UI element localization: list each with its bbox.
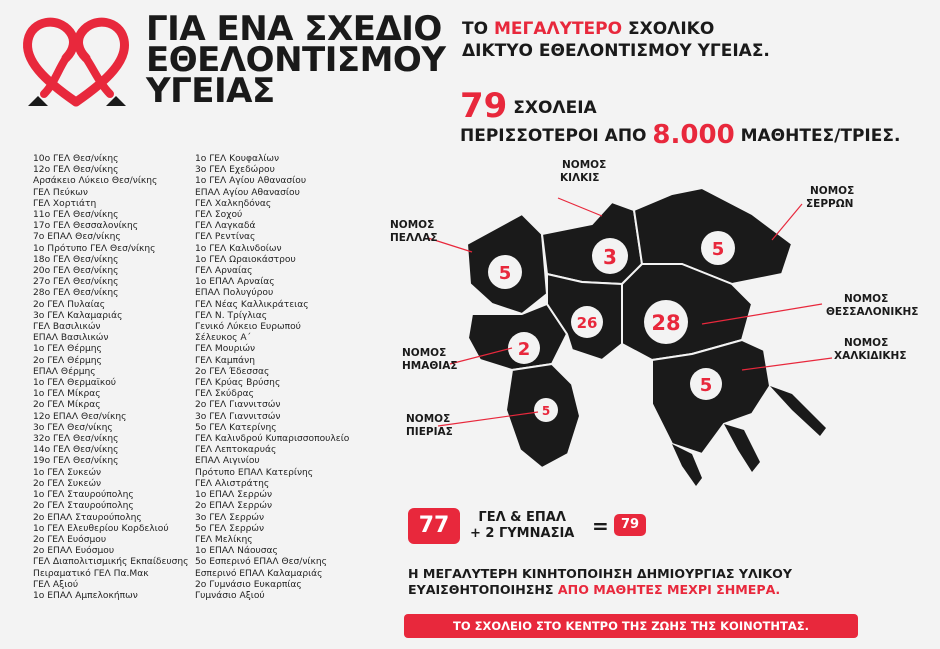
- school-item: ΓΕΛ Μελίκης: [195, 534, 253, 545]
- thessaloniki-label-1: ΝΟΜΟΣ: [844, 293, 889, 305]
- equation-right-badge: 79: [614, 514, 646, 536]
- headline-line-2: ΔΙΚΤΥΟ ΕΘΕΛΟΝΤΙΣΜΟΥ ΥΓΕΙΑΣ.: [462, 41, 770, 61]
- school-item: ΓΕΛ Χορτιάτη: [33, 198, 97, 209]
- chalkidiki-label-1: ΝΟΜΟΣ: [844, 337, 889, 349]
- school-item: 2ο ΓΕΛ Μίκρας: [33, 400, 101, 411]
- school-item: 2ο ΓΕΛ Πυλαίας: [33, 299, 106, 310]
- school-item: ΓΕΛ Μουριών: [195, 344, 256, 355]
- school-item: 2ο Γυμνάσιο Ευκαρπίας: [195, 579, 302, 590]
- kilkis-label-1: ΝΟΜΟΣ: [562, 159, 607, 171]
- school-item: ΓΕΛ Αρναίας: [195, 266, 253, 277]
- title-line-1: ΓΙΑ ΕΝΑ ΣΧΕΔΙΟ: [146, 9, 442, 49]
- schools-label: ΣΧΟΛΕΙΑ: [513, 98, 597, 118]
- equation: [408, 506, 648, 550]
- school-item: 18ο ΓΕΛ Θεσ/νίκης: [33, 254, 119, 265]
- pella-label-1: ΝΟΜΟΣ: [390, 219, 435, 231]
- school-item: 12ο ΓΕΛ Θεσ/νίκης: [33, 165, 119, 176]
- school-item: ΓΕΛ Ν. Τρίγλιας: [195, 310, 268, 321]
- equation-text: [470, 510, 574, 542]
- school-item: 14ο ΓΕΛ Θεσ/νίκης: [33, 445, 119, 456]
- thessaloniki-count: 28: [651, 311, 681, 335]
- school-item: 2ο ΓΕΛ Θέρμης: [33, 355, 102, 366]
- school-item: ΓΕΛ Λαγκαδά: [195, 221, 256, 232]
- school-item: 2ο ΕΠΑΛ Σερρών: [195, 501, 273, 512]
- school-item: ΓΕΛ Πεύκων: [33, 187, 88, 198]
- school-list-2: [195, 154, 349, 602]
- imathia-count: 2: [517, 339, 531, 360]
- serres-label-1: ΝΟΜΟΣ: [810, 185, 855, 197]
- thessaloniki-label-2: ΘΕΣΣΑΛΟΝΙΚΗΣ: [826, 306, 919, 318]
- kilkis-count: 3: [603, 245, 617, 269]
- equation-left-badge: 77: [408, 508, 460, 544]
- school-item: ΕΠΑΛ Βασιλικών: [33, 333, 109, 344]
- school-item: Γυμνάσιο Αξιού: [195, 590, 265, 601]
- mobilization-line-1: Η ΜΕΓΑΛΥΤΕΡΗ ΚΙΝΗΤΟΠΟΙΗΣΗ ΔΗΜΙΟΥΡΓΙΑΣ ΥΛΙΚΟΥ: [408, 566, 793, 581]
- stats-block: [460, 86, 900, 150]
- pieria-count: 5: [541, 404, 551, 418]
- equation-text-line-1: ΓΕΛ & ΕΠΑΛ: [478, 510, 566, 525]
- school-item: ΓΕΛ Ρεντίνας: [195, 232, 256, 243]
- kilkis-label-2: ΚΙΛΚΙΣ: [560, 172, 600, 184]
- school-item: 5ο ΓΕΛ Κατερίνης: [195, 422, 277, 433]
- title-line-3: ΥΓΕΙΑΣ: [146, 71, 275, 111]
- school-item: 1ο ΓΕΛ Σταυρούπολης: [33, 490, 134, 501]
- school-item: ΓΕΛ Διαπολιτισμικής Εκπαίδευσης: [33, 557, 189, 568]
- schools-number: 79: [460, 86, 508, 126]
- school-item: 27ο ΓΕΛ Θεσ/νίκης: [33, 277, 119, 288]
- school-item: ΓΕΛ Λεπτοκαρυάς: [195, 445, 277, 456]
- school-item: 1ο ΓΕΛ Καλινδοίων: [195, 243, 282, 254]
- region-kilkis: [542, 202, 642, 284]
- school-item: ΕΠΑΛ Αγίου Αθανασίου: [195, 187, 300, 198]
- school-item: ΓΕΛ Κρύας Βρύσης: [195, 378, 281, 389]
- school-item: 2ο ΓΕΛ Γιαννιτσών: [195, 400, 281, 411]
- headline-post: ΣΧΟΛΙΚΟ: [622, 19, 715, 39]
- school-item: ΓΕΛ Χαλκηδόνας: [195, 198, 272, 209]
- peninsula-sithonia: [724, 424, 760, 472]
- school-item: 28ο ΓΕΛ Θεσ/νίκης: [33, 288, 119, 299]
- equals-sign: =: [592, 514, 609, 538]
- school-item: 7ο ΕΠΑΛ Θεσ/νίκης: [33, 232, 121, 243]
- equation-text-line-2: + 2 ΓΥΜΝΑΣΙΑ: [470, 526, 575, 541]
- students-number: 8.000: [652, 120, 735, 150]
- school-item: Αρσάκειο Λύκειο Θεσ/νίκης: [33, 176, 158, 187]
- regional-map: [372, 154, 940, 500]
- pella-label-2: ΠΕΛΛΑΣ: [390, 232, 438, 244]
- school-item: 5ο Εσπερινό ΕΠΑΛ Θεσ/νίκης: [195, 557, 327, 568]
- school-item: 19ο ΓΕΛ Θεσ/νίκης: [33, 456, 119, 467]
- school-item: 1ο ΓΕΛ Αγίου Αθανασίου: [195, 176, 307, 187]
- school-item: ΓΕΛ Σοχού: [195, 210, 243, 221]
- school-item: 2ο ΓΕΛ Έδεσσας: [195, 366, 270, 377]
- serres-label-2: ΣΕΡΡΩΝ: [806, 198, 854, 210]
- imathia-label-2: ΗΜΑΘΙΑΣ: [402, 360, 458, 372]
- school-item: Γενικό Λύκειο Ευρωπού: [195, 322, 301, 333]
- school-item: ΓΕΛ Αξιού: [33, 579, 79, 590]
- pieria-label-1: ΝΟΜΟΣ: [406, 413, 451, 425]
- peninsula-athos: [770, 386, 826, 436]
- headline-highlight: ΜΕΓΑΛΥΤΕΡΟ: [493, 19, 623, 39]
- school-item: 1ο ΕΠΑΛ Σερρών: [195, 490, 273, 501]
- school-item: 1ο ΕΠΑΛ Αρναίας: [195, 277, 275, 288]
- school-item: ΓΕΛ Νέας Καλλικράτειας: [195, 299, 309, 310]
- school-item: 1ο ΓΕΛ Θερμαϊκού: [33, 378, 117, 389]
- school-item: 32ο ΓΕΛ Θεσ/νίκης: [33, 434, 119, 445]
- school-item: 2ο ΓΕΛ Συκεών: [33, 478, 102, 489]
- school-item: 1ο ΓΕΛ Μίκρας: [33, 389, 101, 400]
- students-post: ΜΑΘΗΤΕΣ/ΤΡΙΕΣ.: [734, 126, 901, 146]
- school-list-1: [33, 154, 189, 602]
- school-item: 1ο ΓΕΛ Κουφαλίων: [195, 154, 280, 164]
- school-item: ΓΕΛ Σκύδρας: [195, 389, 254, 400]
- mobilization-line-2-highlight: ΑΠΟ ΜΑΘΗΤΕΣ ΜΕΧΡΙ ΣΗΜΕΡΑ.: [557, 582, 781, 597]
- title-line-2: ΕΘΕΛΟΝΤΙΣΜΟΥ: [146, 40, 446, 80]
- school-item: Εσπερινό ΕΠΑΛ Καλαμαριάς: [195, 568, 323, 579]
- school-item: 10ο ΓΕΛ Θεσ/νίκης: [33, 154, 119, 164]
- school-item: 3ο ΓΕΛ Καλαμαριάς: [33, 310, 123, 321]
- school-item: 3ο ΓΕΛ Γιαννιτσών: [195, 411, 281, 422]
- school-item: 3ο ΓΕΛ Εχεδώρου: [195, 165, 275, 176]
- imathia-label-1: ΝΟΜΟΣ: [402, 347, 447, 359]
- school-item: 2ο ΓΕΛ Σταυρούπολης: [33, 501, 134, 512]
- school-item: 1ο ΓΕΛ Ελευθερίου Κορδελιού: [33, 523, 169, 534]
- school-item: 11ο ΓΕΛ Θεσ/νίκης: [33, 210, 119, 221]
- serres-count: 5: [711, 239, 725, 260]
- school-item: 20ο ΓΕΛ Θεσ/νίκης: [33, 266, 119, 277]
- pieria-label-2: ΠΙΕΡΙΑΣ: [406, 426, 453, 438]
- pella-count: 5: [498, 263, 512, 284]
- school-item: Πρότυπο ΕΠΑΛ Κατερίνης: [195, 467, 314, 478]
- school-item: ΓΕΛ Αλιστράτης: [195, 478, 270, 489]
- school-item: 1ο ΕΠΑΛ Νάουσας: [195, 546, 278, 557]
- students-pre: ΠΕΡΙΣΣΟΤΕΡΟΙ ΑΠΟ: [460, 126, 653, 146]
- school-item: ΕΠΑΛ Πολυγύρου: [195, 288, 274, 299]
- center-count: 26: [576, 314, 598, 332]
- school-item: 2ο ΓΕΛ Ευόσμου: [33, 534, 107, 545]
- school-item: 12ο ΕΠΑΛ Θεσ/νίκης: [33, 411, 127, 422]
- headline: [462, 18, 770, 62]
- headline-pre: ΤΟ: [462, 19, 494, 39]
- school-item: 3ο ΓΕΛ Θεσ/νίκης: [33, 422, 113, 433]
- school-item: 17ο ΓΕΛ Θεσσαλονίκης: [33, 221, 139, 232]
- slogan-banner: ΤΟ ΣΧΟΛΕΙΟ ΣΤΟ ΚΕΝΤΡΟ ΤΗΣ ΖΩΗΣ ΤΗΣ ΚΟΙΝΟΤΗΤΑΣ.: [404, 614, 858, 638]
- mobilization-line-2-pre: ΕΥΑΙΣΘΗΤΟΠΟΙΗΣΗΣ: [408, 582, 558, 597]
- school-item: 2ο ΕΠΑΛ Σταυρούπολης: [33, 512, 142, 523]
- school-item: 2ο ΕΠΑΛ Ευόσμου: [33, 546, 115, 557]
- school-item: 1ο ΓΕΛ Συκεών: [33, 467, 102, 478]
- page-title: [146, 9, 446, 111]
- heart-ribbon-logo: [14, 10, 138, 114]
- mobilization-text: [408, 566, 792, 598]
- school-item: ΕΠΑΛ Θέρμης: [33, 366, 96, 377]
- school-item: ΕΠΑΛ Αιγινίου: [195, 456, 260, 467]
- school-item: Πειραματικό ΓΕΛ Πα.Μακ: [33, 568, 149, 579]
- school-item: 1ο ΓΕΛ Ωραιοκάστρου: [195, 254, 296, 265]
- chalkidiki-count: 5: [699, 375, 713, 396]
- school-item: ΓΕΛ Βασιλικών: [33, 322, 101, 333]
- school-item: 3ο ΓΕΛ Σερρών: [195, 512, 265, 523]
- school-item: Σέλευκος Α΄: [195, 333, 252, 344]
- school-item: 5ο ΓΕΛ Σερρών: [195, 523, 265, 534]
- school-item: ΓΕΛ Καμπάνη: [195, 355, 255, 366]
- school-item: ΓΕΛ Καλινδρού Κυπαρισσοπουλείο: [195, 434, 350, 445]
- school-item: 1ο Πρότυπο ΓΕΛ Θεσ/νίκης: [33, 243, 156, 254]
- school-item: 1ο ΓΕΛ Θέρμης: [33, 344, 102, 355]
- chalkidiki-label-2: ΧΑΛΚΙΔΙΚΗΣ: [834, 350, 907, 362]
- school-item: 1ο ΕΠΑΛ Αμπελοκήπων: [33, 590, 138, 601]
